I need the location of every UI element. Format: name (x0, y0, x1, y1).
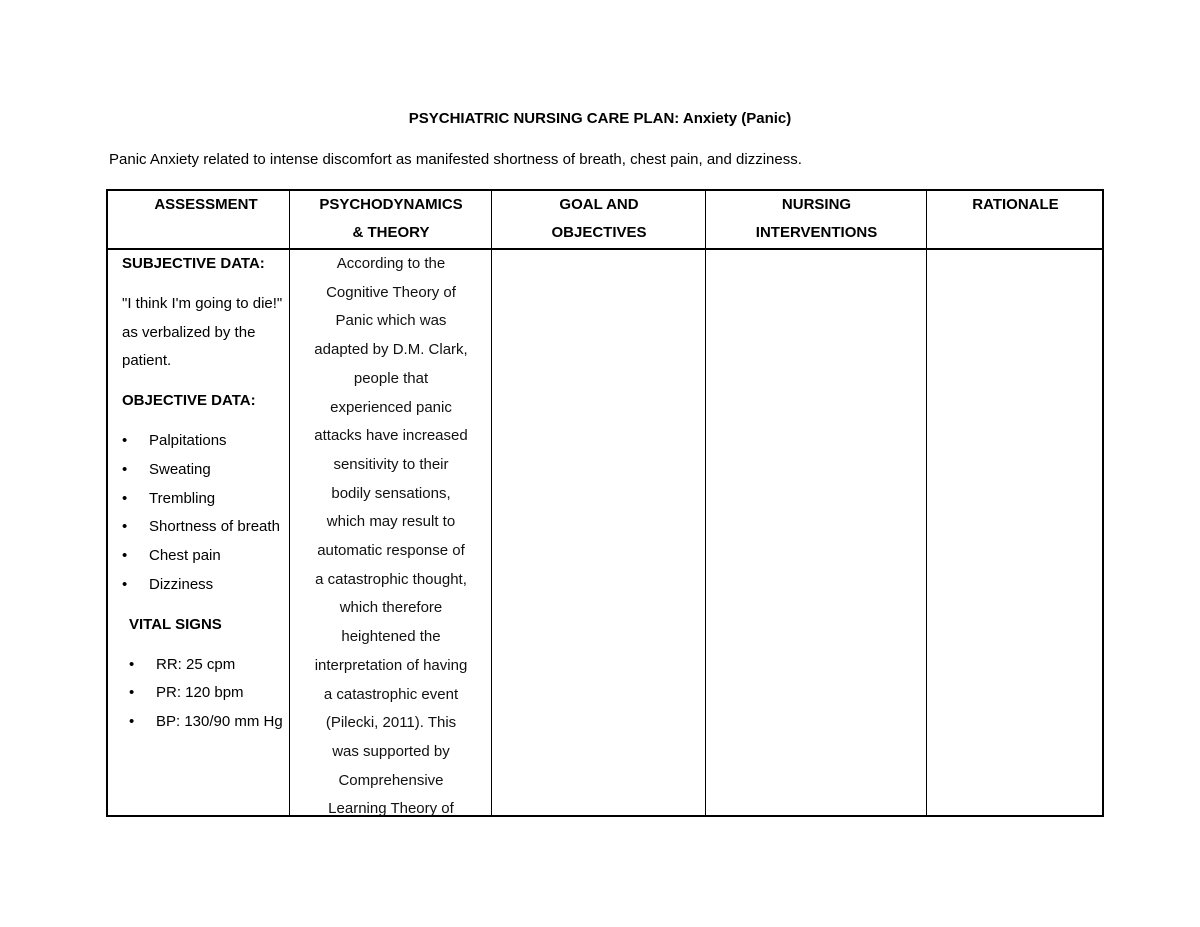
bullet-icon: • (122, 575, 128, 593)
vital-signs-label: VITAL SIGNS (129, 615, 222, 633)
list-item: • PR: 120 bpm (129, 679, 290, 708)
text-line: which may result to (326, 513, 456, 531)
text-line: Comprehensive (338, 771, 444, 789)
text-line: a catastrophic thought, (315, 570, 467, 588)
bullet-icon: • (122, 518, 128, 536)
header-rationale-line1: RATIONALE (972, 196, 1059, 213)
text-line: Panic which was (335, 312, 447, 330)
list-item: • Sweating (122, 456, 290, 485)
vital-signs-list (122, 651, 290, 737)
list-item: • Palpitations (122, 427, 290, 456)
document-title: PSYCHIATRIC NURSING CARE PLAN: Anxiety (Panic) (408, 110, 792, 127)
header-goals-line2: OBJECTIVES (551, 224, 647, 241)
bullet-icon: • (122, 489, 128, 507)
bullet-icon: • (129, 713, 135, 731)
care-plan-table (106, 189, 1104, 817)
interventions-cell (706, 250, 926, 815)
header-assessment (108, 191, 304, 219)
header-assessment-line1: ASSESSMENT (154, 196, 258, 213)
text-line: sensitivity to their (333, 455, 449, 473)
list-item: • RR: 25 cpm (129, 651, 290, 680)
text-line: bodily sensations, (331, 484, 451, 502)
bullet-icon: • (129, 655, 135, 673)
header-psychodynamics (290, 191, 492, 247)
subjective-quote: "I think I'm going to die!" as verbalized by the patient. (122, 294, 283, 370)
text-line: automatic response of (317, 542, 465, 560)
text-line: people that (353, 369, 429, 387)
bullet-icon: • (122, 431, 128, 449)
document-subtitle: Panic Anxiety related to intense discomfort as manifested shortness of breath, chest pain, and dizziness. (109, 151, 802, 168)
header-interventions-line2: INTERVENTIONS (755, 224, 878, 241)
list-item: • Chest pain (122, 542, 290, 571)
subjective-data-label: SUBJECTIVE DATA: (122, 255, 265, 272)
rationale-cell (927, 250, 1102, 815)
text-line: interpretation of having (314, 656, 468, 674)
text-line: attacks have increased (314, 427, 468, 445)
text-line: experienced panic (330, 398, 452, 416)
objective-data-label: OBJECTIVE DATA: (122, 392, 256, 410)
text-line: Learning Theory of (328, 800, 454, 818)
text-line: Cognitive Theory of (326, 283, 456, 301)
header-rationale (927, 191, 1104, 219)
goals-cell (492, 250, 705, 815)
list-item: • Shortness of breath (122, 513, 290, 542)
header-goals-line1: GOAL AND (559, 196, 639, 213)
list-item: • Trembling (122, 485, 290, 514)
objective-data-list (122, 427, 290, 600)
text-line: which therefore (339, 599, 443, 617)
header-psychodynamics-line2: & THEORY (352, 224, 430, 241)
list-item: • BP: 130/90 mm Hg (129, 708, 290, 737)
bullet-icon: • (129, 684, 135, 702)
text-line: According to the (336, 255, 446, 272)
text-line: (Pilecki, 2011). This (325, 714, 457, 732)
text-line: was supported by (332, 742, 450, 760)
header-interventions-line1: NURSING (781, 196, 852, 213)
header-goals (492, 191, 706, 247)
assessment-cell (122, 250, 290, 737)
text-line: a catastrophic event (323, 685, 459, 703)
list-item: • Dizziness (122, 571, 290, 600)
header-psychodynamics-line1: PSYCHODYNAMICS (319, 196, 463, 213)
text-line: heightened the (341, 628, 441, 646)
text-line: adapted by D.M. Clark, (314, 341, 468, 359)
psychodynamics-cell (290, 250, 492, 824)
bullet-icon: • (122, 547, 128, 565)
bullet-icon: • (122, 460, 128, 478)
header-interventions (706, 191, 927, 247)
